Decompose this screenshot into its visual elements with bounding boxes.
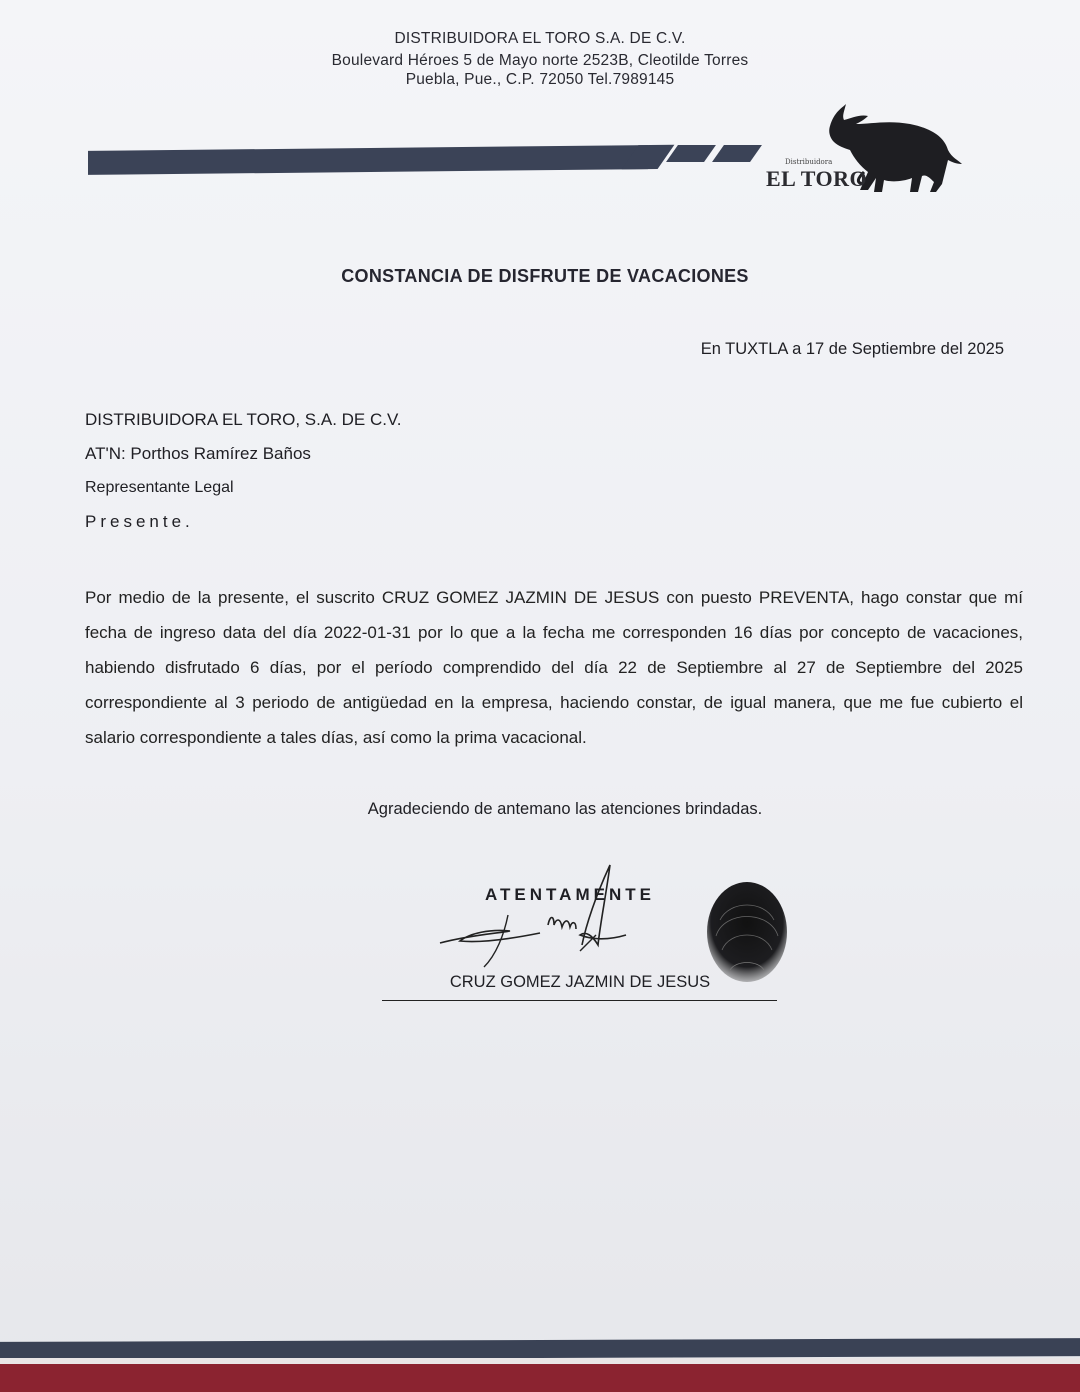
header-company: DISTRIBUIDORA EL TORO S.A. DE C.V.: [394, 30, 686, 47]
greeting: Presente.: [85, 512, 194, 531]
recipient-role: Representante Legal: [85, 479, 234, 496]
closing-line: Agradeciendo de antemano las atenciones brindadas.: [367, 800, 763, 818]
footer-band-red: [0, 1364, 1080, 1392]
header-band-segment: [666, 145, 716, 162]
date-line: En TUXTLA a 17 de Septiembre del 2025: [700, 340, 1004, 358]
header-band: [88, 145, 648, 175]
footer-band-blue: [0, 1338, 1080, 1360]
recipient-company: DISTRIBUIDORA EL TORO, S.A. DE C.V.: [85, 410, 402, 429]
recipient-attn: AT'N: Porthos Ramírez Baños: [85, 444, 311, 463]
handwritten-signature: [430, 855, 640, 975]
header-band-segment: [712, 145, 762, 162]
header-address-line1: Boulevard Héroes 5 de Mayo norte 2523B, Cleotilde Torres: [331, 52, 749, 69]
header-address-line2: Puebla, Pue., C.P. 72050 Tel.7989145: [405, 71, 675, 88]
logo-small-text: Distribuidora: [785, 158, 833, 166]
signature-line: [382, 1000, 777, 1001]
body-paragraph: Por medio de la presente, el suscrito CRUZ GOMEZ JAZMIN DE JESUS con puesto PREVENTA, hago constar que mí fecha de ingreso data del día 2022-01-31 por lo que a la fecha me corresponden 16 días por concepto de vacaciones, habiendo disfrutado 6 días, por el período comprendido del día 22 de Septiembre al 27 de Septiembre del 2025 correspondiente al 3 periodo de antigüedad en la empresa, haciendo constar, de igual manera, que me fue cubierto el salario correspondiente a tales días, así como la prima vacacional.: [85, 588, 1023, 747]
regards-label: ATENTAMENTE: [485, 885, 655, 904]
logo-name: EL TORO: [766, 166, 868, 191]
document-title: CONSTANCIA DE DISFRUTE DE VACACIONES: [341, 266, 749, 286]
signer-name: CRUZ GOMEZ JAZMIN DE JESUS: [449, 973, 711, 991]
